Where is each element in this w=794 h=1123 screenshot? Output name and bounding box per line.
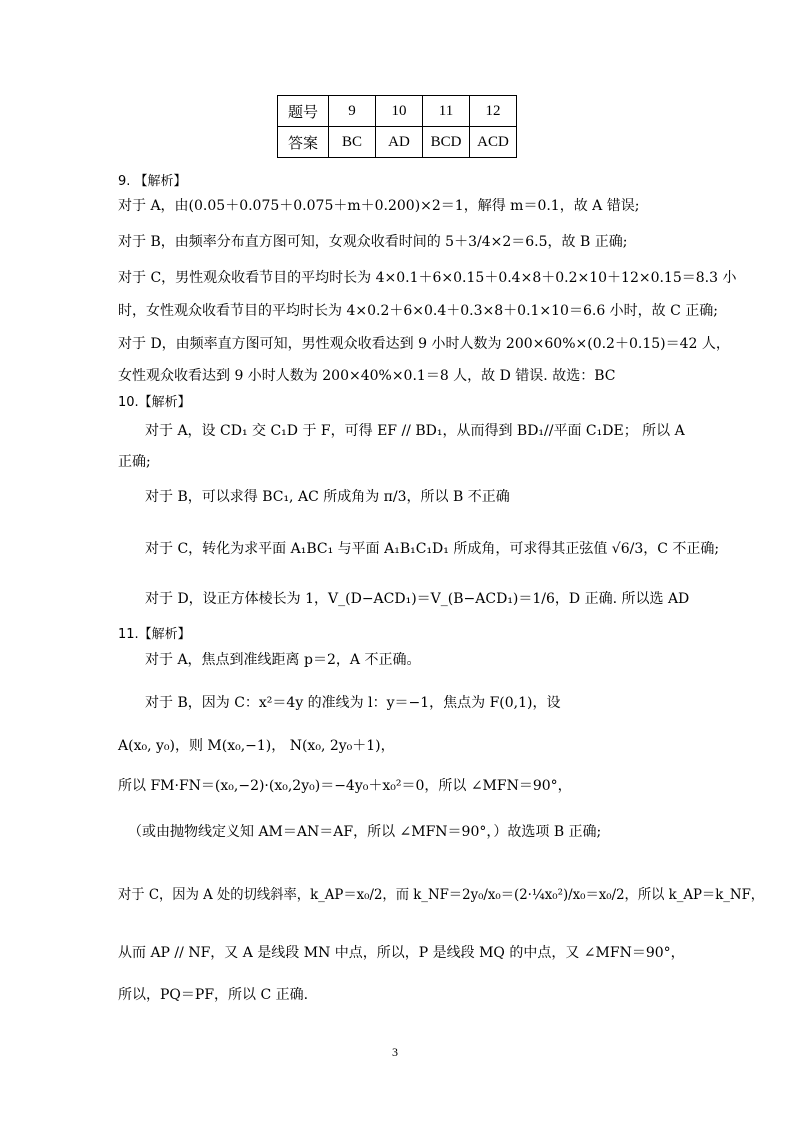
table-cell: 12 (470, 96, 517, 127)
table-cell: 答案 (278, 127, 329, 158)
answer-table (277, 95, 517, 158)
q11-line: 从而 AP // NF，又 A 是线段 MN 中点，所以，P 是线段 MQ 的中点，又 ∠MFN＝90°， (118, 945, 685, 961)
q11-line: 所以 FM·FN＝(x₀,−2)·(x₀,2y₀)＝−4y₀＋x₀²＝0，所以 ∠MFN＝90°， (118, 778, 572, 794)
q9-line: 女性观众收看达到 9 小时人数为 200×40%×0.1＝8 人，故 D 错误. 故选：BC (118, 368, 616, 384)
q9-heading: 9. 【解析】 (118, 174, 187, 189)
q10-line: 对于 B，可以求得 BC₁, AC 所成角为 π/3，所以 B 不正确 (145, 489, 510, 505)
q9-line: 对于 B，由频率分布直方图可知，女观众收看时间的 5＋3/4×2＝6.5，故 B 正确; (118, 234, 628, 250)
table-row (278, 127, 517, 158)
table-row (278, 96, 517, 127)
q10-line: 正确; (118, 454, 151, 470)
table-cell: 11 (423, 96, 470, 127)
table-cell: 题号 (278, 96, 329, 127)
q11-heading: 11.【解析】 (118, 627, 191, 642)
q9-line: 对于 D，由频率直方图可知，男性观众收看达到 9 小时人数为 200×60%×(0.2＋0.15)＝42 人， (118, 336, 730, 352)
table-cell: BC (329, 127, 376, 158)
q9-line: 对于 A，由(0.05＋0.075＋0.075＋m＋0.200)×2＝1，解得 m＝0.1，故 A 错误; (118, 198, 640, 214)
q9-line: 时，女性观众收看节目的平均时长为 4×0.2＋6×0.4＋0.3×8＋0.1×10＝6.6 小时，故 C 正确; (118, 303, 719, 319)
q11-line: A(x₀, y₀)，则 M(x₀,−1)， N(x₀, 2y₀＋1)， (118, 738, 395, 754)
table-cell: 10 (376, 96, 423, 127)
table-cell: ACD (470, 127, 517, 158)
table-cell: AD (376, 127, 423, 158)
table-cell: BCD (423, 127, 470, 158)
q11-line: 所以，PQ＝PF，所以 C 正确. (118, 987, 309, 1003)
table-cell: 9 (329, 96, 376, 127)
q11-line: 对于 C，因为 A 处的切线斜率，k_AP＝x₀/2，而 k_NF＝2y₀/x₀＝(2·¼x₀²)/x₀＝x₀/2，所以 k_AP＝k_NF， (118, 887, 765, 903)
q11-line: 对于 A，焦点到准线距离 p＝2，A 不正确。 (145, 652, 421, 668)
q9-line: 对于 C，男性观众收看节目的平均时长为 4×0.1＋6×0.15＋0.4×8＋0.2×10＋12×0.15＝8.3 小 (118, 270, 737, 286)
q10-line: 对于 A，设 CD₁ 交 C₁D 于 F，可得 EF // BD₁，从而得到 BD₁//平面 C₁DE； 所以 A (145, 423, 685, 439)
q11-line: （或由抛物线定义知 AM＝AN＝AF，所以 ∠MFN＝90°，）故选项 B 正确; (128, 824, 602, 840)
q10-line: 对于 D，设正方体棱长为 1，V_(D−ACD₁)＝V_(B−ACD₁)＝1/6，D 正确. 所以选 AD (145, 591, 690, 607)
q10-line: 对于 C，转化为求平面 A₁BC₁ 与平面 A₁B₁C₁D₁ 所成角，可求得其正弦值 √6/3，C 不正确; (145, 541, 720, 557)
q10-heading: 10.【解析】 (118, 395, 191, 410)
q11-line: 对于 B，因为 C：x²＝4y 的准线为 l：y＝−1，焦点为 F(0,1)，设 (145, 695, 561, 711)
page-number: 3 (392, 1045, 398, 1059)
